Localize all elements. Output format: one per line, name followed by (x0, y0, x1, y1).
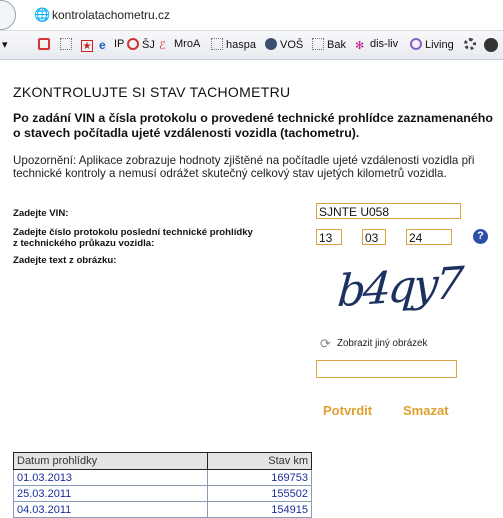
protocol-part-1-input[interactable]: 13 (316, 229, 342, 245)
protocol-label-line-1: Zadejte číslo protokolu poslední technické prohlídky (13, 227, 253, 238)
table-row (14, 486, 312, 502)
bookmark-mroa[interactable]: ℰ MroA (159, 38, 201, 52)
table-header-row (14, 453, 312, 470)
captcha-image: b4qy7 (335, 257, 463, 318)
intro-line-1: Po zadání VIN a čísla protokolu o provedené technické prohlídce zaznamenaného (13, 111, 493, 125)
page-icon (312, 38, 324, 50)
bookmark-blocked[interactable] (38, 38, 53, 51)
url-text[interactable]: kontrolatachometru.cz (52, 8, 171, 22)
cell-km: 169753 (207, 470, 311, 486)
chrome-icon (410, 38, 422, 50)
school-icon (265, 38, 277, 50)
bookmark-dis-liv[interactable]: ✻ dis-liv (355, 38, 399, 52)
captcha-label: Zadejte text z obrázku: (13, 255, 117, 266)
cell-km: 155502 (207, 486, 311, 502)
cell-date: 01.03.2013 (14, 470, 208, 486)
dots-icon: ✻ (355, 40, 365, 52)
bookmark-sj[interactable]: ŠJ (127, 38, 155, 51)
flame-icon: ℰ (159, 40, 166, 52)
bookmark-star[interactable] (81, 38, 96, 52)
cell-km: 154915 (207, 502, 311, 518)
confirm-button[interactable]: Potvrdit (323, 403, 373, 418)
blocked-icon (38, 38, 50, 50)
table-row (14, 470, 312, 486)
bookmarks-bar (0, 31, 503, 60)
warning-text (13, 154, 474, 180)
table-row (14, 502, 312, 518)
dropdown-icon: ▾ (2, 39, 8, 51)
vin-label: Zadejte VIN: (13, 208, 69, 219)
bookmark-gear[interactable] (464, 38, 479, 51)
bookmark-bak[interactable]: Bak (312, 38, 346, 51)
globe-icon: 🌐 (34, 7, 51, 22)
bookmark-haspa[interactable]: haspa (211, 38, 256, 51)
column-header-km: Stav km (207, 453, 311, 470)
address-bar (0, 0, 503, 31)
protocol-label-line-2: z technického průkazu vozidla: (13, 238, 155, 249)
cell-date: 04.03.2011 (14, 502, 208, 518)
globe-icon (127, 38, 139, 50)
gear-icon (464, 38, 476, 50)
bookmarks-dropdown[interactable] (2, 38, 8, 51)
help-icon[interactable]: ? (473, 229, 488, 244)
warning-line-1: Upozornění: Aplikace zobrazuje hodnoty zjištěné na počítadle ujeté vzdálenosti vozidla při (13, 154, 475, 167)
refresh-icon[interactable]: ⟳ (320, 336, 331, 351)
bookmark-living[interactable]: Living (410, 38, 454, 51)
warning-line-2: technické kontroly a nemusí odrážet skutečný celkový stav ujetých kilometrů vozidla. (13, 167, 447, 180)
bookmark-vos[interactable]: VOŠ (265, 38, 303, 51)
intro-text (13, 111, 493, 141)
page-icon (211, 38, 223, 50)
protocol-label (13, 227, 253, 249)
star-box-icon: ★ (82, 41, 92, 52)
bookmark-radio[interactable] (484, 38, 501, 53)
captcha-input[interactable] (316, 360, 457, 378)
radio-icon (484, 38, 498, 52)
page-title: ZKONTROLUJTE SI STAV TACHOMETRU (13, 84, 291, 100)
ie-icon: e (99, 38, 106, 52)
bookmark-page[interactable] (60, 38, 75, 51)
column-header-date: Datum prohlídky (14, 453, 208, 470)
protocol-part-3-input[interactable]: 24 (406, 229, 452, 245)
clear-button[interactable]: Smazat (403, 403, 449, 418)
refresh-captcha-link[interactable]: Zobrazit jiný obrázek (337, 338, 428, 349)
back-button[interactable] (0, 0, 16, 30)
vin-input[interactable]: SJNTE U058 (316, 203, 461, 219)
page-icon (60, 38, 72, 50)
cell-date: 25.03.2011 (14, 486, 208, 502)
intro-line-2: o stavech počítadla ujeté vzdálenosti vozidla (tachometru). (13, 126, 360, 140)
protocol-part-2-input[interactable]: 03 (362, 229, 386, 245)
bookmark-ip[interactable]: e IP (99, 38, 125, 52)
results-table (13, 452, 312, 518)
